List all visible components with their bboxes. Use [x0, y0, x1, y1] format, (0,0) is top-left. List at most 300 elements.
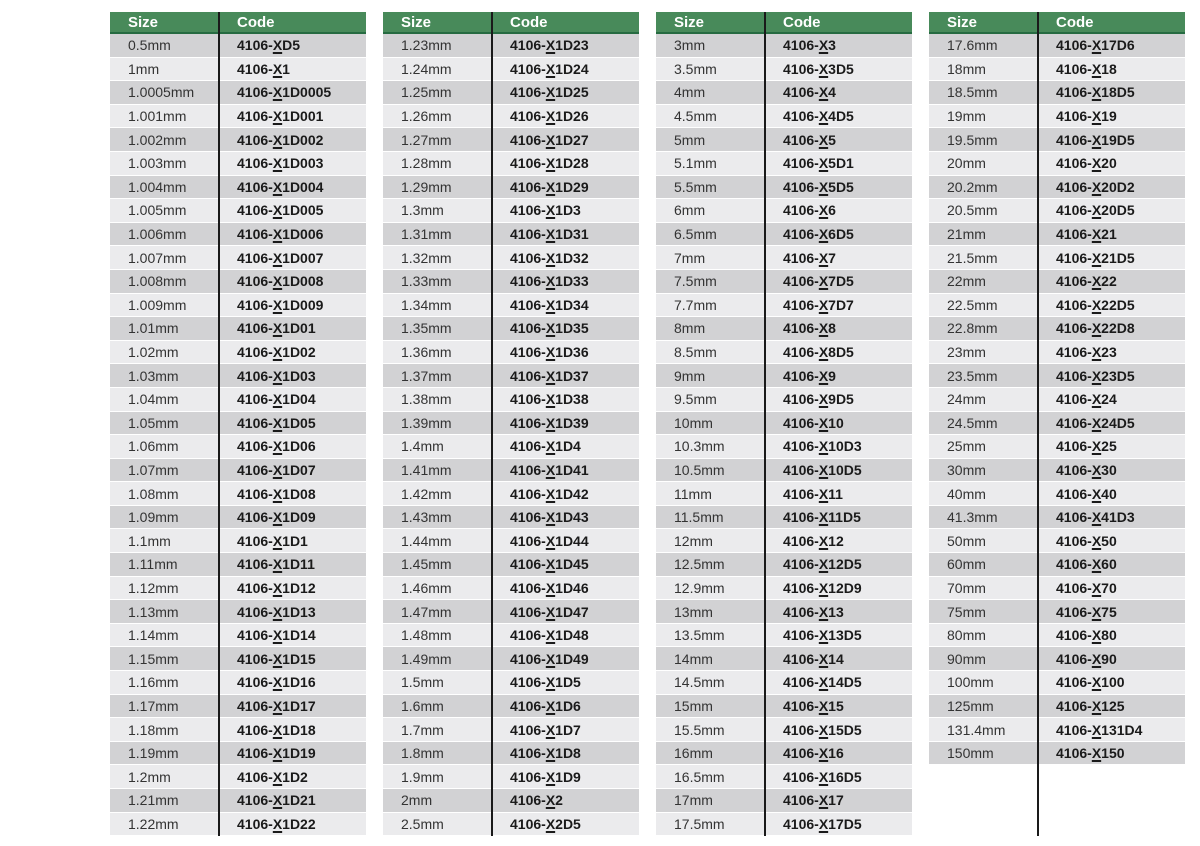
- code-cell: 4106- X 1D0005: [237, 84, 332, 101]
- underlined-x: X: [545, 579, 556, 596]
- code-cell: 4106- X 1D47: [510, 603, 589, 620]
- size-column-header: Size: [947, 13, 978, 31]
- table-row: [656, 223, 912, 247]
- underlined-x: X: [818, 84, 829, 101]
- size-cell: 4mm: [674, 84, 706, 101]
- code-cell: 4106- X 1D11: [237, 556, 315, 573]
- code-cell: 4106- X 1D24: [510, 60, 589, 77]
- table-row: [929, 223, 1185, 247]
- code-cell: 4106- X 1D006: [237, 226, 324, 243]
- code-cell: 4106- X 20: [1056, 155, 1117, 172]
- code-cell: 4106- X 1D003: [237, 155, 324, 172]
- table-row: [929, 81, 1185, 105]
- underlined-x: X: [545, 391, 556, 408]
- table-row: [656, 529, 912, 553]
- underlined-x: X: [1091, 367, 1102, 384]
- underlined-x: X: [545, 674, 556, 691]
- table-row: [110, 529, 366, 553]
- table-row: [383, 813, 639, 837]
- size-cell: 9mm: [674, 367, 706, 384]
- code-cell: 4106- X 1D6: [510, 697, 581, 714]
- table-row: [110, 34, 366, 58]
- size-cell: 5mm: [674, 131, 706, 148]
- underlined-x: X: [545, 367, 556, 384]
- table-row: [929, 624, 1185, 648]
- code-cell: 4106- X 6: [783, 202, 836, 219]
- table-row: [929, 341, 1185, 365]
- underlined-x: X: [272, 556, 283, 573]
- table-row: [383, 600, 639, 624]
- table-row: [110, 671, 366, 695]
- code-cell: 4106- X 1D49: [510, 650, 589, 667]
- table-row: [383, 34, 639, 58]
- underlined-x: X: [818, 202, 829, 219]
- code-cell: 4106- X 5D5: [783, 178, 854, 195]
- size-cell: 1.6mm: [401, 697, 444, 714]
- table-row: [929, 435, 1185, 459]
- size-cell: 1.16mm: [128, 674, 179, 691]
- table-row: [656, 412, 912, 436]
- code-cell: 4106- X 23: [1056, 344, 1117, 361]
- table-row: [929, 695, 1185, 719]
- code-cell: 4106- X 1D41: [510, 461, 589, 478]
- code-cell: 4106- X 19D5: [1056, 131, 1135, 148]
- size-cell: 1.05mm: [128, 414, 179, 431]
- size-cell: 1.15mm: [128, 650, 179, 667]
- underlined-x: X: [818, 320, 829, 337]
- code-cell: 4106- X 125: [1056, 697, 1125, 714]
- underlined-x: X: [1091, 84, 1102, 101]
- code-cell: 4106- X 40: [1056, 485, 1117, 502]
- table-row: [110, 624, 366, 648]
- underlined-x: X: [545, 320, 556, 337]
- size-cell: 1.45mm: [401, 556, 452, 573]
- code-cell: 4106- X 1D39: [510, 414, 589, 431]
- size-cell: 1.003mm: [128, 155, 187, 172]
- underlined-x: X: [1091, 697, 1102, 714]
- code-cell: 4106- X 1D08: [237, 485, 316, 502]
- code-column-header: Code: [510, 13, 548, 31]
- code-cell: 4106- X 19: [1056, 108, 1117, 125]
- table-row: [383, 765, 639, 789]
- table-row: [383, 553, 639, 577]
- size-cell: 12.9mm: [674, 579, 725, 596]
- code-cell: 4106- X 1D23: [510, 37, 589, 54]
- table-row: [929, 412, 1185, 436]
- underlined-x: X: [545, 296, 556, 313]
- code-cell: 4106- X 22D8: [1056, 320, 1135, 337]
- underlined-x: X: [272, 296, 283, 313]
- size-cell: 1.7mm: [401, 721, 444, 738]
- table-row: [929, 317, 1185, 341]
- size-cell: 1.14mm: [128, 627, 179, 644]
- table-row: [110, 246, 366, 270]
- underlined-x: X: [818, 650, 829, 667]
- code-cell: 4106- X 1D09: [237, 509, 316, 526]
- table-row: [383, 695, 639, 719]
- table-row: [656, 718, 912, 742]
- code-cell: 4106- X 1D008: [237, 273, 324, 290]
- underlined-x: X: [1091, 414, 1102, 431]
- code-cell: 4106- X 131D4: [1056, 721, 1143, 738]
- underlined-x: X: [1091, 532, 1102, 549]
- size-cell: 9.5mm: [674, 391, 717, 408]
- table-row: [383, 199, 639, 223]
- underlined-x: X: [818, 108, 829, 125]
- underlined-x: X: [818, 37, 829, 54]
- underlined-x: X: [818, 226, 829, 243]
- underlined-x: X: [545, 650, 556, 667]
- code-cell: 4106- X 7: [783, 249, 836, 266]
- table-row: [929, 152, 1185, 176]
- size-cell: 1.26mm: [401, 108, 452, 125]
- underlined-x: X: [272, 532, 283, 549]
- underlined-x: X: [818, 414, 829, 431]
- code-cell: 4106- X 7D7: [783, 296, 854, 313]
- underlined-x: X: [545, 273, 556, 290]
- code-cell: 4106- X 16: [783, 745, 844, 762]
- size-cell: 1.41mm: [401, 461, 452, 478]
- code-cell: 4106- X 1D8: [510, 745, 581, 762]
- table-row: [383, 506, 639, 530]
- size-cell: 12mm: [674, 532, 713, 549]
- code-cell: 4106- X 1D14: [237, 627, 316, 644]
- table-row: [656, 577, 912, 601]
- underlined-x: X: [272, 509, 283, 526]
- table-row: [656, 600, 912, 624]
- size-cell: 1.8mm: [401, 745, 444, 762]
- code-column-header: Code: [1056, 13, 1094, 31]
- table-row: [383, 270, 639, 294]
- table-body: [929, 34, 1185, 765]
- table-row: [929, 34, 1185, 58]
- size-cell: 1.1mm: [128, 532, 171, 549]
- table-row: [110, 58, 366, 82]
- code-cell: 4106- X 1D004: [237, 178, 324, 195]
- size-cell: 100mm: [947, 674, 994, 691]
- size-cell: 1.009mm: [128, 296, 187, 313]
- size-cell: 1.22mm: [128, 815, 179, 832]
- table-header-row: [383, 12, 639, 34]
- code-cell: 4106- X 1D04: [237, 391, 316, 408]
- size-cell: 1.34mm: [401, 296, 452, 313]
- underlined-x: X: [818, 367, 829, 384]
- size-cell: 1.08mm: [128, 485, 179, 502]
- size-code-tables: [110, 12, 1185, 836]
- underlined-x: X: [1091, 674, 1102, 691]
- table-row: [656, 199, 912, 223]
- size-cell: 23mm: [947, 344, 986, 361]
- code-cell: 4106- X 1D37: [510, 367, 589, 384]
- table-row: [383, 718, 639, 742]
- table-row: [656, 647, 912, 671]
- code-cell: 4106- X 1D48: [510, 627, 589, 644]
- size-cell: 1.48mm: [401, 627, 452, 644]
- table-row: [929, 176, 1185, 200]
- size-cell: 1.3mm: [401, 202, 444, 219]
- code-cell: 4106- X 1D32: [510, 249, 589, 266]
- code-cell: 4106- X 1D16: [237, 674, 316, 691]
- table-row: [110, 152, 366, 176]
- underlined-x: X: [545, 697, 556, 714]
- size-cell: 150mm: [947, 745, 994, 762]
- underlined-x: X: [818, 461, 829, 478]
- table-row: [656, 364, 912, 388]
- table-row: [656, 81, 912, 105]
- size-column-header: Size: [128, 13, 159, 31]
- table-row: [929, 529, 1185, 553]
- code-cell: 4106- X 1D19: [237, 745, 316, 762]
- code-cell: 4106- X 1D1: [237, 532, 308, 549]
- underlined-x: X: [1091, 438, 1102, 455]
- size-cell: 41.3mm: [947, 509, 998, 526]
- column-divider-line: [1037, 12, 1039, 836]
- size-cell: 1.36mm: [401, 344, 452, 361]
- underlined-x: X: [545, 108, 556, 125]
- size-cell: 1.32mm: [401, 249, 452, 266]
- table-row: [110, 176, 366, 200]
- size-cell: 1.18mm: [128, 721, 179, 738]
- code-cell: 4106- X 1D009: [237, 296, 324, 313]
- size-cell: 1.37mm: [401, 367, 452, 384]
- table-row: [656, 671, 912, 695]
- size-cell: 10.3mm: [674, 438, 725, 455]
- size-cell: 1.0005mm: [128, 84, 195, 101]
- table-row: [929, 294, 1185, 318]
- underlined-x: X: [272, 438, 283, 455]
- table-row: [383, 482, 639, 506]
- size-cell: 1.07mm: [128, 461, 179, 478]
- table-row: [656, 789, 912, 813]
- size-cell: 1.42mm: [401, 485, 452, 502]
- underlined-x: X: [1091, 273, 1102, 290]
- size-cell: 16.5mm: [674, 768, 725, 785]
- size-cell: 16mm: [674, 745, 713, 762]
- size-cell: 1.2mm: [128, 768, 171, 785]
- table-row: [383, 529, 639, 553]
- table-row: [929, 199, 1185, 223]
- underlined-x: X: [818, 792, 829, 809]
- underlined-x: X: [1091, 320, 1102, 337]
- code-cell: 4106- X 9D5: [783, 391, 854, 408]
- table-row: [110, 294, 366, 318]
- size-cell: 5.5mm: [674, 178, 717, 195]
- size-cell: 1.06mm: [128, 438, 179, 455]
- size-cell: 1.47mm: [401, 603, 452, 620]
- underlined-x: X: [818, 438, 829, 455]
- table-row: [929, 459, 1185, 483]
- underlined-x: X: [1091, 202, 1102, 219]
- underlined-x: X: [545, 603, 556, 620]
- underlined-x: X: [272, 178, 283, 195]
- code-cell: 4106- X 1D13: [237, 603, 316, 620]
- code-cell: 4106- X 1D12: [237, 579, 316, 596]
- size-cell: 75mm: [947, 603, 986, 620]
- size-cell: 11.5mm: [674, 509, 724, 526]
- table-row: [929, 364, 1185, 388]
- size-cell: 1.004mm: [128, 178, 187, 195]
- column-divider-line: [218, 12, 220, 836]
- table-row: [383, 246, 639, 270]
- underlined-x: X: [272, 768, 283, 785]
- underlined-x: X: [818, 768, 829, 785]
- code-cell: 4106- X 1D28: [510, 155, 589, 172]
- code-cell: 4106- X 20D5: [1056, 202, 1135, 219]
- code-cell: 4106- X 5D1: [783, 155, 854, 172]
- size-cell: 3mm: [674, 37, 706, 54]
- code-cell: 4106- X 1D25: [510, 84, 589, 101]
- underlined-x: X: [818, 485, 829, 502]
- table-row: [656, 341, 912, 365]
- code-cell: 4106- X 23D5: [1056, 367, 1135, 384]
- size-cell: 8mm: [674, 320, 706, 337]
- code-cell: 4106- X 1D06: [237, 438, 316, 455]
- code-cell: 4106- X 17: [783, 792, 844, 809]
- code-cell: 4106- X 2D5: [510, 815, 581, 832]
- table-row: [383, 435, 639, 459]
- table-row: [110, 270, 366, 294]
- size-cell: 1.44mm: [401, 532, 452, 549]
- underlined-x: X: [272, 414, 283, 431]
- table-row: [656, 270, 912, 294]
- code-cell: 4106- X 1D35: [510, 320, 589, 337]
- underlined-x: X: [1091, 745, 1102, 762]
- size-cell: 60mm: [947, 556, 986, 573]
- code-cell: 4106- X 2: [510, 792, 563, 809]
- underlined-x: X: [272, 603, 283, 620]
- size-column-header: Size: [674, 13, 705, 31]
- size-cell: 17.6mm: [947, 37, 998, 54]
- size-cell: 6mm: [674, 202, 706, 219]
- size-cell: 20mm: [947, 155, 986, 172]
- table-row: [929, 742, 1185, 766]
- table-row: [656, 246, 912, 270]
- underlined-x: X: [272, 485, 283, 502]
- size-cell: 1mm: [128, 60, 160, 77]
- table-row: [110, 223, 366, 247]
- size-cell: 22.8mm: [947, 320, 998, 337]
- table-row: [110, 577, 366, 601]
- size-cell: 19mm: [947, 108, 986, 125]
- table-row: [656, 482, 912, 506]
- table-row: [929, 600, 1185, 624]
- size-cell: 11mm: [674, 485, 712, 502]
- underlined-x: X: [818, 178, 829, 195]
- size-cell: 5.1mm: [674, 155, 717, 172]
- size-cell: 13mm: [674, 603, 713, 620]
- size-cell: 17.5mm: [674, 815, 725, 832]
- code-cell: 4106- X 12D9: [783, 579, 862, 596]
- size-cell: 1.39mm: [401, 414, 452, 431]
- size-cell: 1.25mm: [401, 84, 452, 101]
- table-row: [110, 695, 366, 719]
- underlined-x: X: [272, 273, 283, 290]
- size-cell: 1.38mm: [401, 391, 452, 408]
- table-row: [110, 600, 366, 624]
- underlined-x: X: [272, 131, 283, 148]
- table-row: [656, 58, 912, 82]
- size-cell: 1.49mm: [401, 650, 452, 667]
- size-cell: 1.17mm: [128, 697, 179, 714]
- underlined-x: X: [545, 155, 556, 172]
- size-cell: 19.5mm: [947, 131, 998, 148]
- table-row: [656, 506, 912, 530]
- table-row: [929, 246, 1185, 270]
- size-code-table-2: [383, 12, 639, 836]
- table-header-row: [656, 12, 912, 34]
- code-cell: 4106- X 6D5: [783, 226, 854, 243]
- table-row: [110, 388, 366, 412]
- code-column-header: Code: [783, 13, 821, 31]
- code-cell: 4106- X 22: [1056, 273, 1117, 290]
- code-cell: 4106- X 1D7: [510, 721, 581, 738]
- table-row: [929, 553, 1185, 577]
- underlined-x: X: [272, 202, 283, 219]
- code-cell: 4106- X 21: [1056, 226, 1117, 243]
- code-cell: 4106- X 15D5: [783, 721, 862, 738]
- underlined-x: X: [545, 815, 556, 832]
- code-cell: 4106- X 1D03: [237, 367, 316, 384]
- table-header-row: [110, 12, 366, 34]
- underlined-x: X: [1091, 60, 1102, 77]
- underlined-x: X: [272, 815, 283, 832]
- underlined-x: X: [272, 226, 283, 243]
- code-cell: 4106- X 3D5: [783, 60, 854, 77]
- size-cell: 131.4mm: [947, 721, 1006, 738]
- code-cell: 4106- X 1D2: [237, 768, 308, 785]
- underlined-x: X: [272, 60, 283, 77]
- underlined-x: X: [272, 650, 283, 667]
- table-row: [110, 128, 366, 152]
- underlined-x: X: [818, 296, 829, 313]
- underlined-x: X: [818, 697, 829, 714]
- underlined-x: X: [545, 792, 556, 809]
- underlined-x: X: [272, 745, 283, 762]
- size-code-table-1: [110, 12, 366, 836]
- code-cell: 4106- X 70: [1056, 579, 1117, 596]
- table-row: [929, 58, 1185, 82]
- size-cell: 1.28mm: [401, 155, 452, 172]
- code-cell: 4106- X 21D5: [1056, 249, 1135, 266]
- code-cell: 4106- X 75: [1056, 603, 1117, 620]
- size-cell: 15mm: [674, 697, 713, 714]
- table-row: [929, 577, 1185, 601]
- code-cell: 4106- X 12D5: [783, 556, 862, 573]
- underlined-x: X: [545, 556, 556, 573]
- underlined-x: X: [545, 37, 556, 54]
- size-cell: 1.007mm: [128, 249, 187, 266]
- size-cell: 1.27mm: [401, 131, 452, 148]
- underlined-x: X: [545, 532, 556, 549]
- table-row: [110, 459, 366, 483]
- table-row: [656, 152, 912, 176]
- underlined-x: X: [818, 344, 829, 361]
- underlined-x: X: [272, 721, 283, 738]
- code-cell: 4106- X 1D45: [510, 556, 589, 573]
- code-cell: 4106- X 18: [1056, 60, 1117, 77]
- size-cell: 1.24mm: [401, 60, 452, 77]
- underlined-x: X: [545, 226, 556, 243]
- size-cell: 1.21mm: [128, 792, 179, 809]
- underlined-x: X: [818, 509, 829, 526]
- underlined-x: X: [545, 249, 556, 266]
- underlined-x: X: [818, 815, 829, 832]
- code-cell: 4106- X 1D9: [510, 768, 581, 785]
- table-row: [656, 388, 912, 412]
- code-cell: 4106- X 1D22: [237, 815, 316, 832]
- size-cell: 8.5mm: [674, 344, 717, 361]
- size-cell: 13.5mm: [674, 627, 725, 644]
